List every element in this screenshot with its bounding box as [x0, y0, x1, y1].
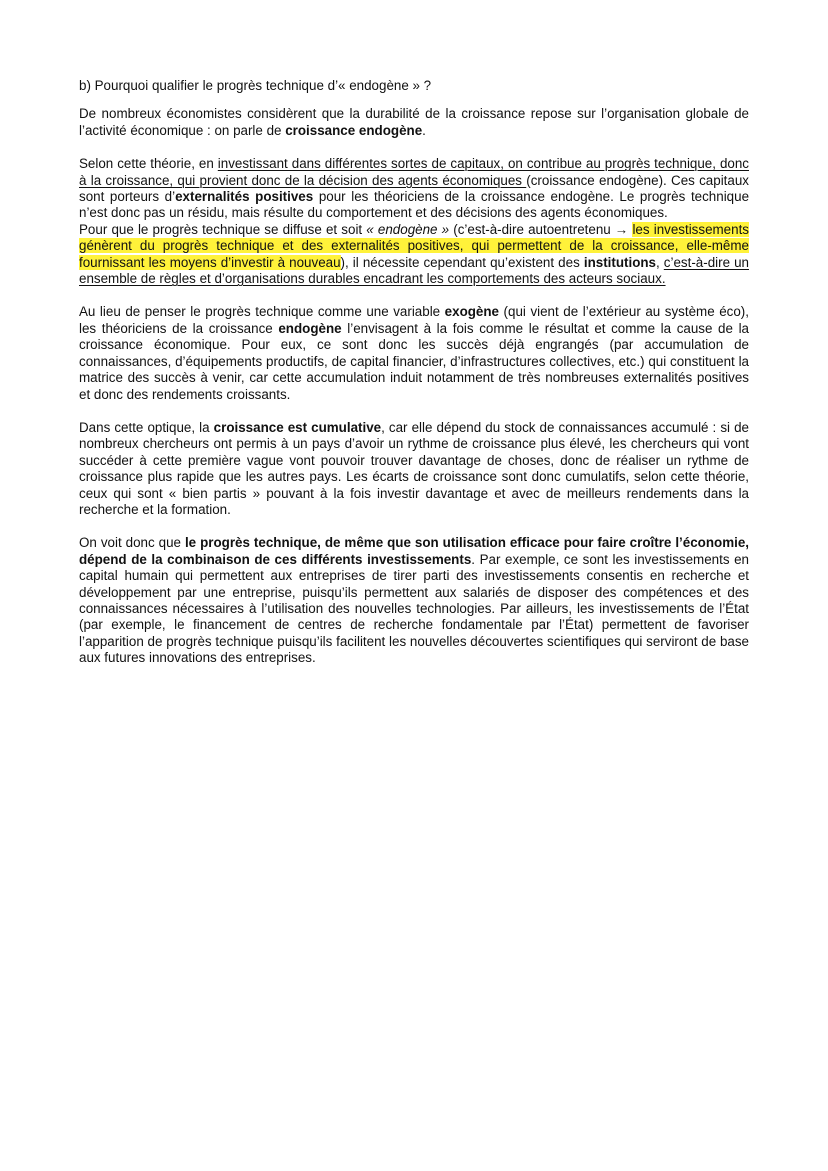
- p4-bold-endogene: endogène: [278, 320, 342, 336]
- p2-text-1: Selon cette théorie, en: [79, 156, 218, 172]
- p6-text-1: On voit donc que: [79, 535, 185, 551]
- paragraph-1: [79, 106, 749, 139]
- p2-bold-externalites: externalités positives: [175, 189, 314, 205]
- paragraph-3: [79, 222, 749, 288]
- p3-text-2: (c’est-à-dire autoentretenu →: [449, 221, 633, 237]
- paragraph-2: [79, 156, 749, 222]
- paragraph-4: [79, 304, 749, 402]
- p4-text-2: (qui vient de l’extérieur au système éco), les théoriciens de la croissance: [79, 304, 749, 336]
- p6-bold-conclusion: le progrès technique, de même que son utilisation efficace pour faire croître l’économie, dépend de la combinaison de ces différents investissements: [79, 535, 749, 567]
- p3-bold-institutions: institutions: [583, 254, 656, 270]
- spacer: [79, 403, 749, 420]
- p5-text-2: , car elle dépend du stock de connaissances accumulé : si de nombreux chercheurs ont permis à un pays d’avoir un rythme de croissance plus élevé, les chercheurs qui vont succéder à cette première vague vont pouvoir trouver davantage de choses, donc de réaliser un rythme de croissance plus rapide que les autres pays. Les écarts de croissance sont donc cumulatifs, selon cette théorie, ceux qui sont « bien partis » pouvant à la fois investir davantage et avec de meilleurs rendements dans la recherche et la formation.: [79, 419, 749, 517]
- spacer: [79, 139, 749, 156]
- p4-bold-exogene: exogène: [444, 304, 499, 320]
- p3-text-1: Pour que le progrès technique se diffuse et soit: [79, 221, 367, 237]
- p4-text-1: Au lieu de penser le progrès technique comme une variable: [79, 304, 445, 320]
- p1-bold-croissance-endogene: croissance endogène: [285, 122, 423, 138]
- paragraph-5: [79, 420, 749, 518]
- p3-italic-endogene: « endogène »: [366, 221, 450, 237]
- paragraph-6: [79, 535, 749, 666]
- spacer: [79, 518, 749, 535]
- p1-text-1: De nombreux économistes considèrent que la durabilité de la croissance repose sur l’organisation globale de l’activité économique : on parle de: [79, 106, 749, 138]
- p5-bold-croissance-cumulative: croissance est cumulative: [213, 419, 382, 435]
- spacer: [79, 287, 749, 304]
- p2-underlined-text: investissant dans différentes sortes de capitaux, on contribue au progrès technique, donc à la croissance, qui provient donc de la décision des agents économiques: [79, 156, 749, 188]
- p2-text-3: pour les théoriciens de la croissance endogène. Le progrès technique n’est donc pas un résidu, mais résulte du comportement et des décisions des agents économiques.: [79, 189, 750, 221]
- p3-highlighted-text: les investissements génèrent du progrès technique et des externalités positives, qui permettent de la croissance, elle-même fournissant les moyens d’investir à nouveau: [79, 221, 749, 270]
- p3-text-4: ,: [656, 254, 664, 270]
- p5-text-1: Dans cette optique, la: [79, 419, 214, 435]
- p1-text-2: .: [422, 122, 426, 138]
- p4-text-3: l’envisagent à la fois comme le résultat et comme la cause de la croissance économique. Pour eux, ce sont donc les succès déjà engrangés (par accumulation de connaissances, d’équipements productifs, de capital financier, d’infrastructures collectives, etc.) qui constituent la matrice des succès à venir, car cette accumulation induit notamment de très nombreuses externalités positives et donc des rendements croissants.: [79, 320, 750, 402]
- section-heading: b) Pourquoi qualifier le progrès technique d’« endogène » ?: [79, 78, 432, 93]
- p6-text-2: . Par exemple, ce sont les investissements en capital humain qui permettent aux entreprises de tirer parti des investissements consentis en recherche et développement par une entreprise, puisqu’ils permettent aux salariés de disposer des compétences et des connaissances nécessaires à l’utilisation des nouvelles technologies. Par ailleurs, les investissements de l’État (par exemple, le financement de centres de recherche fondamentale par l’État) permettent de favoriser l’apparition de progrès technique puisqu’ils facilitent les nouvelles découvertes scientifiques qui serviront de base aux futures innovations des entreprises.: [79, 551, 749, 666]
- p3-text-3: ), il nécessite cependant qu’existent des: [340, 254, 584, 270]
- p2-text-2: (croissance endogène). Ces capitaux sont porteurs d’: [79, 172, 749, 205]
- p3-underlined-text: c’est-à-dire un ensemble de règles et d’organisations durables encadrant les comportements des acteurs sociaux.: [79, 254, 749, 287]
- document-page: [79, 78, 749, 667]
